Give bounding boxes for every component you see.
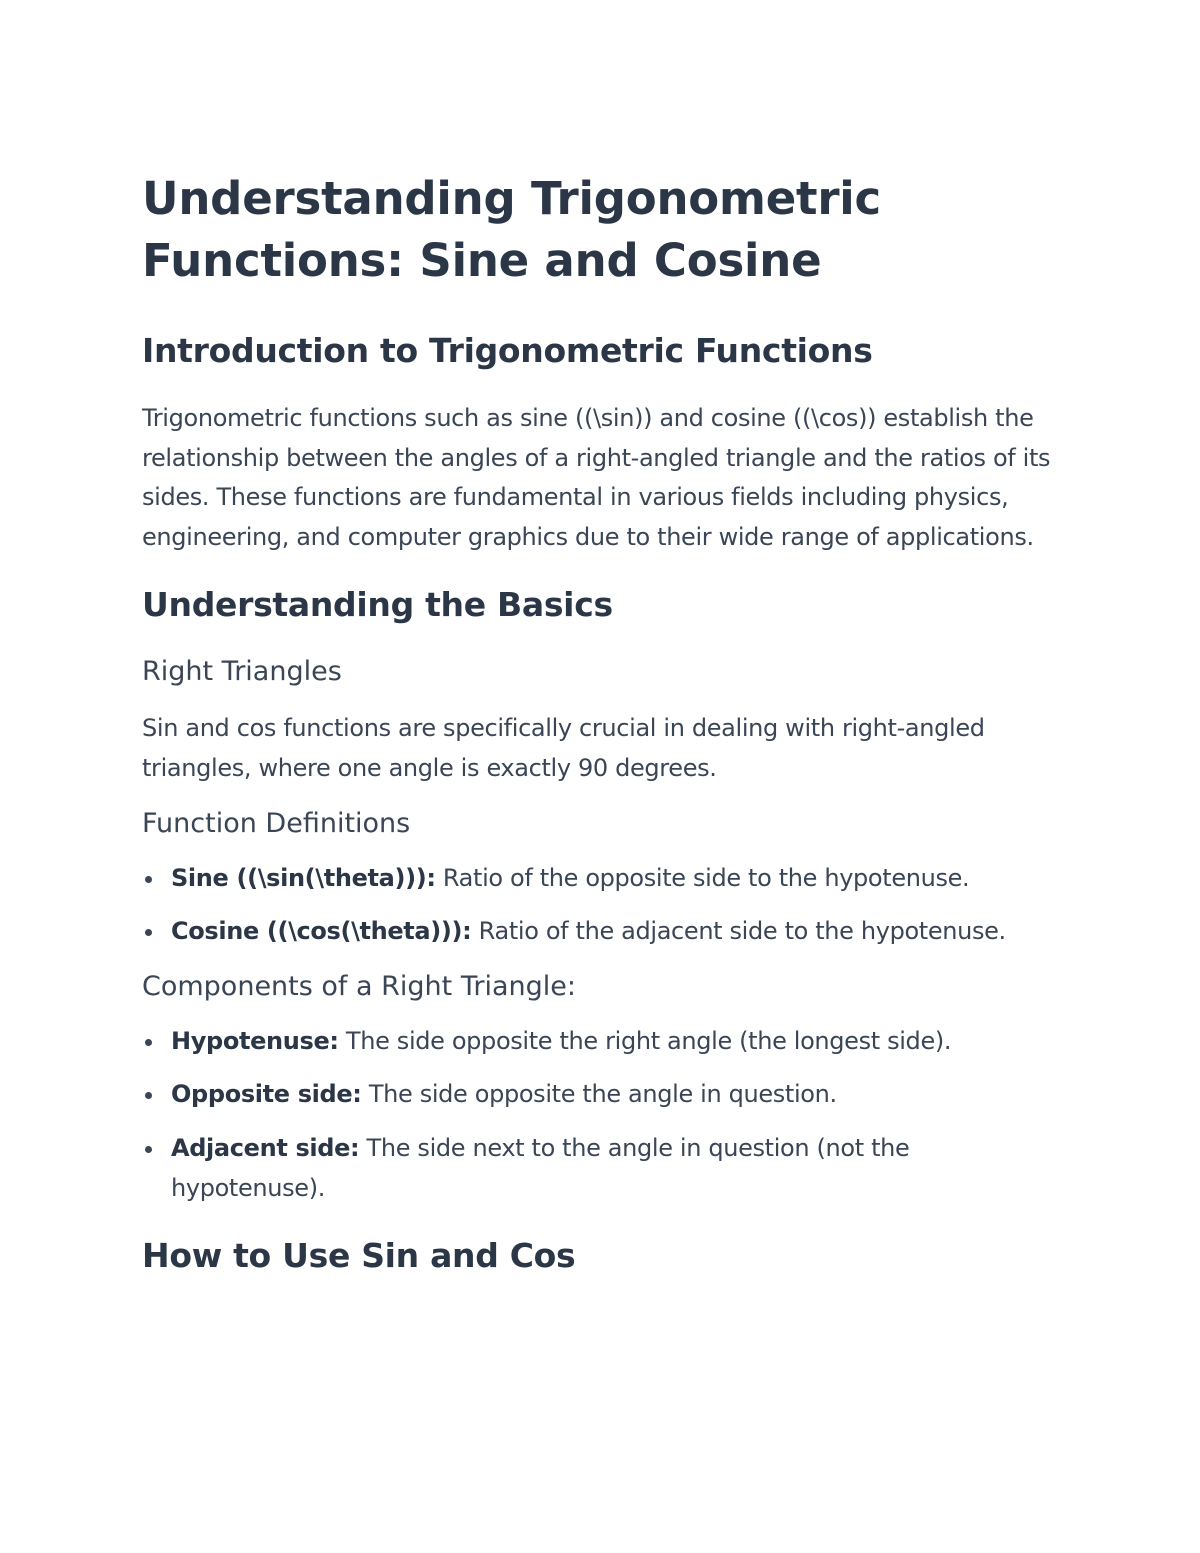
list-item [142, 1075, 1062, 1115]
list-item-text: Ratio of the adjacent side to the hypotenuse. [471, 917, 1006, 946]
list-item-text: The side next to the angle in question (not the hypotenuse). [171, 1133, 910, 1202]
heading-right-triangles: Right Triangles [142, 656, 342, 688]
heading-introduction: Introduction to Trigonometric Functions [142, 331, 873, 370]
bullet-icon [145, 1092, 152, 1099]
bullet-icon [145, 1039, 152, 1046]
list-item-term: Hypotenuse: [171, 1026, 339, 1055]
heading-basics: Understanding the Basics [142, 585, 613, 625]
list-item-text: The side opposite the right angle (the longest side). [338, 1026, 952, 1055]
right-triangles-paragraph: Sin and cos functions are specifically crucial in dealing with right-angled triangles, where one angle is exactly 90 degrees. [142, 714, 985, 782]
list-item-text: Ratio of the opposite side to the hypotenuse. [435, 863, 970, 892]
components-list [142, 1022, 1062, 1208]
list-item-term: Cosine ((\cos(\theta))): [171, 917, 472, 946]
bullet-icon [145, 929, 152, 936]
list-item-term: Opposite side: [171, 1080, 362, 1109]
document-page [142, 168, 1062, 1278]
list-item [142, 859, 1062, 899]
list-item-text: The side opposite the angle in question. [361, 1080, 837, 1109]
list-item [142, 912, 1062, 952]
heading-function-definitions: Function Definitions [142, 807, 411, 839]
list-item [142, 1129, 971, 1208]
list-item-term: Sine ((\sin(\theta))): [171, 863, 436, 892]
heading-how-to-use: How to Use Sin and Cos [142, 1236, 576, 1276]
list-item [142, 1022, 1062, 1062]
bullet-icon [145, 876, 152, 883]
document-title: Understanding Trigonometric Functions: Sine and Cosine [142, 172, 882, 287]
heading-components: Components of a Right Triangle: [142, 970, 576, 1002]
function-definitions-list [142, 859, 1062, 952]
bullet-icon [145, 1146, 152, 1153]
intro-paragraph: Trigonometric functions such as sine ((\sin)) and cosine ((\cos)) establish the relationship between the angles of a right-angled triangle and the ratios of its sides. These functions are fundamental in various fields including physics, engineering, and computer graphics due to their wide range of applications. [142, 404, 1051, 551]
list-item-term: Adjacent side: [171, 1133, 360, 1162]
